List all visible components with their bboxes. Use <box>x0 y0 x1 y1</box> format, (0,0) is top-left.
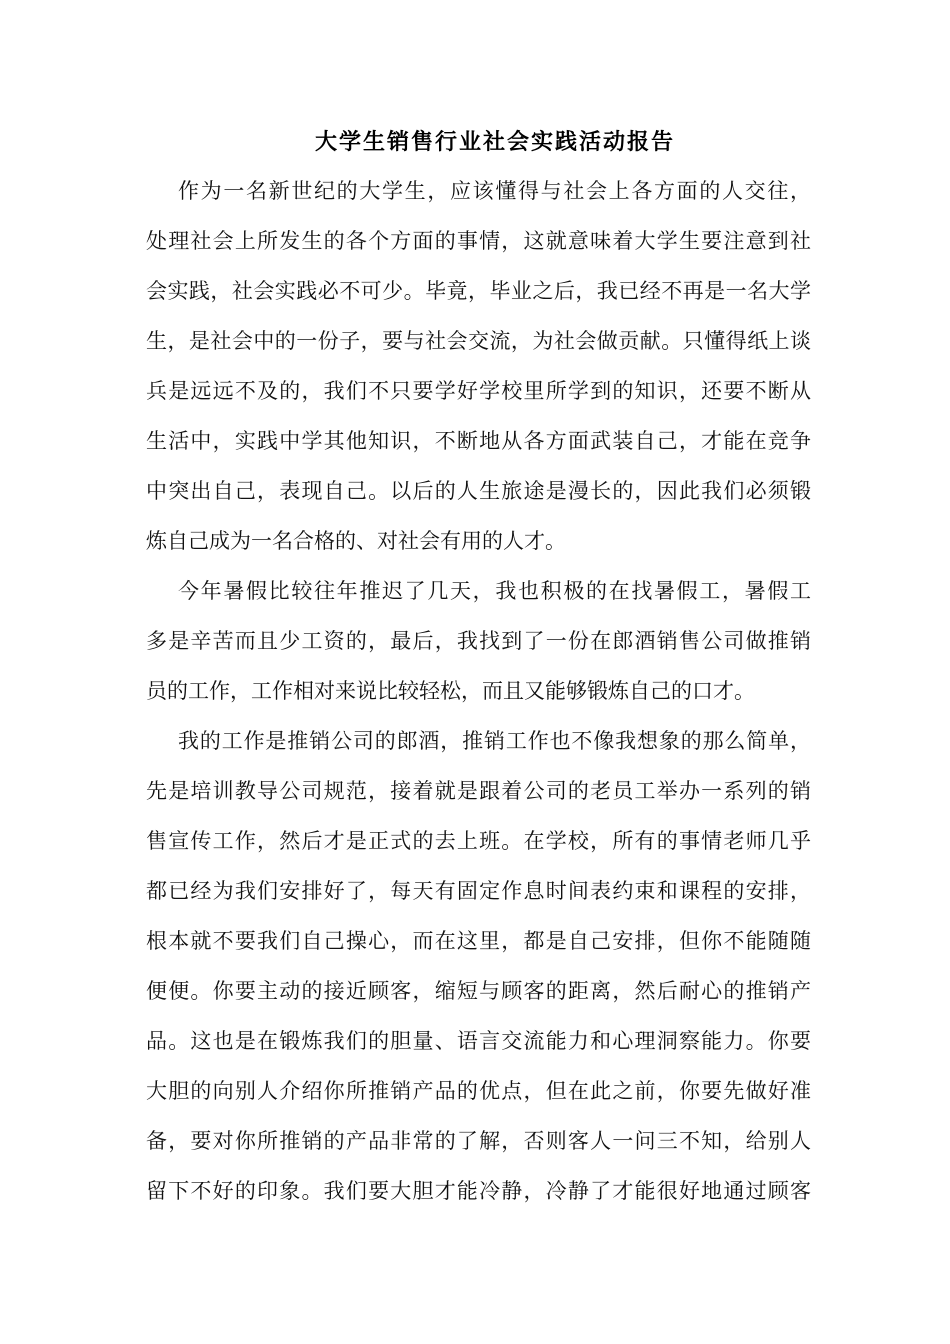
paragraph-line: 兵是远远不及的，我们不只要学好学校里所学到的知识，还要不断从 <box>146 379 811 403</box>
paragraph-line: 都已经为我们安排好了，每天有固定作息时间表约束和课程的安排， <box>146 879 811 903</box>
paragraph-line: 生，是社会中的一份子，要与社会交流，为社会做贡献。只懂得纸上谈 <box>146 329 811 353</box>
paragraph-line: 作为一名新世纪的大学生，应该懂得与社会上各方面的人交往， <box>178 179 811 203</box>
paragraph-line: 品。这也是在锻炼我们的胆量、语言交流能力和心理洞察能力。你要 <box>146 1029 811 1053</box>
paragraph-line: 中突出自己，表现自己。以后的人生旅途是漫长的，因此我们必须锻 <box>146 479 811 503</box>
paragraph-line: 根本就不要我们自己操心，而在这里，都是自己安排，但你不能随随 <box>146 929 811 953</box>
paragraph-line: 先是培训教导公司规范，接着就是跟着公司的老员工举办一系列的销 <box>146 779 811 803</box>
paragraph-line: 留下不好的印象。我们要大胆才能冷静，冷静了才能很好地通过顾客 <box>146 1179 811 1203</box>
paragraph-line: 我的工作是推销公司的郎酒，推销工作也不像我想象的那么简单， <box>178 729 811 753</box>
paragraph-line: 备，要对你所推销的产品非常的了解，否则客人一问三不知，给别人 <box>146 1129 811 1153</box>
document-title: 大学生销售行业社会实践活动报告 <box>314 129 675 155</box>
paragraph-line: 会实践，社会实践必不可少。毕竟，毕业之后，我已经不再是一名大学 <box>146 279 811 303</box>
paragraph-line: 大胆的向别人介绍你所推销产品的优点，但在此之前，你要先做好准 <box>146 1079 811 1103</box>
paragraph-line: 生活中，实践中学其他知识，不断地从各方面武装自己，才能在竞争 <box>146 429 811 453</box>
paragraph-line: 处理社会上所发生的各个方面的事情，这就意味着大学生要注意到社 <box>146 229 811 253</box>
paragraph-line: 多是辛苦而且少工资的，最后，我找到了一份在郎酒销售公司做推销 <box>146 629 811 653</box>
paragraph-line: 炼自己成为一名合格的、对社会有用的人才。 <box>146 529 566 553</box>
paragraph-line: 便便。你要主动的接近顾客，缩短与顾客的距离，然后耐心的推销产 <box>146 979 811 1003</box>
paragraph-line: 员的工作，工作相对来说比较轻松，而且又能够锻炼自己的口才。 <box>146 679 755 703</box>
paragraph-line: 售宣传工作，然后才是正式的去上班。在学校，所有的事情老师几乎 <box>146 829 811 853</box>
paragraph-line: 今年暑假比较往年推迟了几天，我也积极的在找暑假工，暑假工 <box>178 579 811 603</box>
